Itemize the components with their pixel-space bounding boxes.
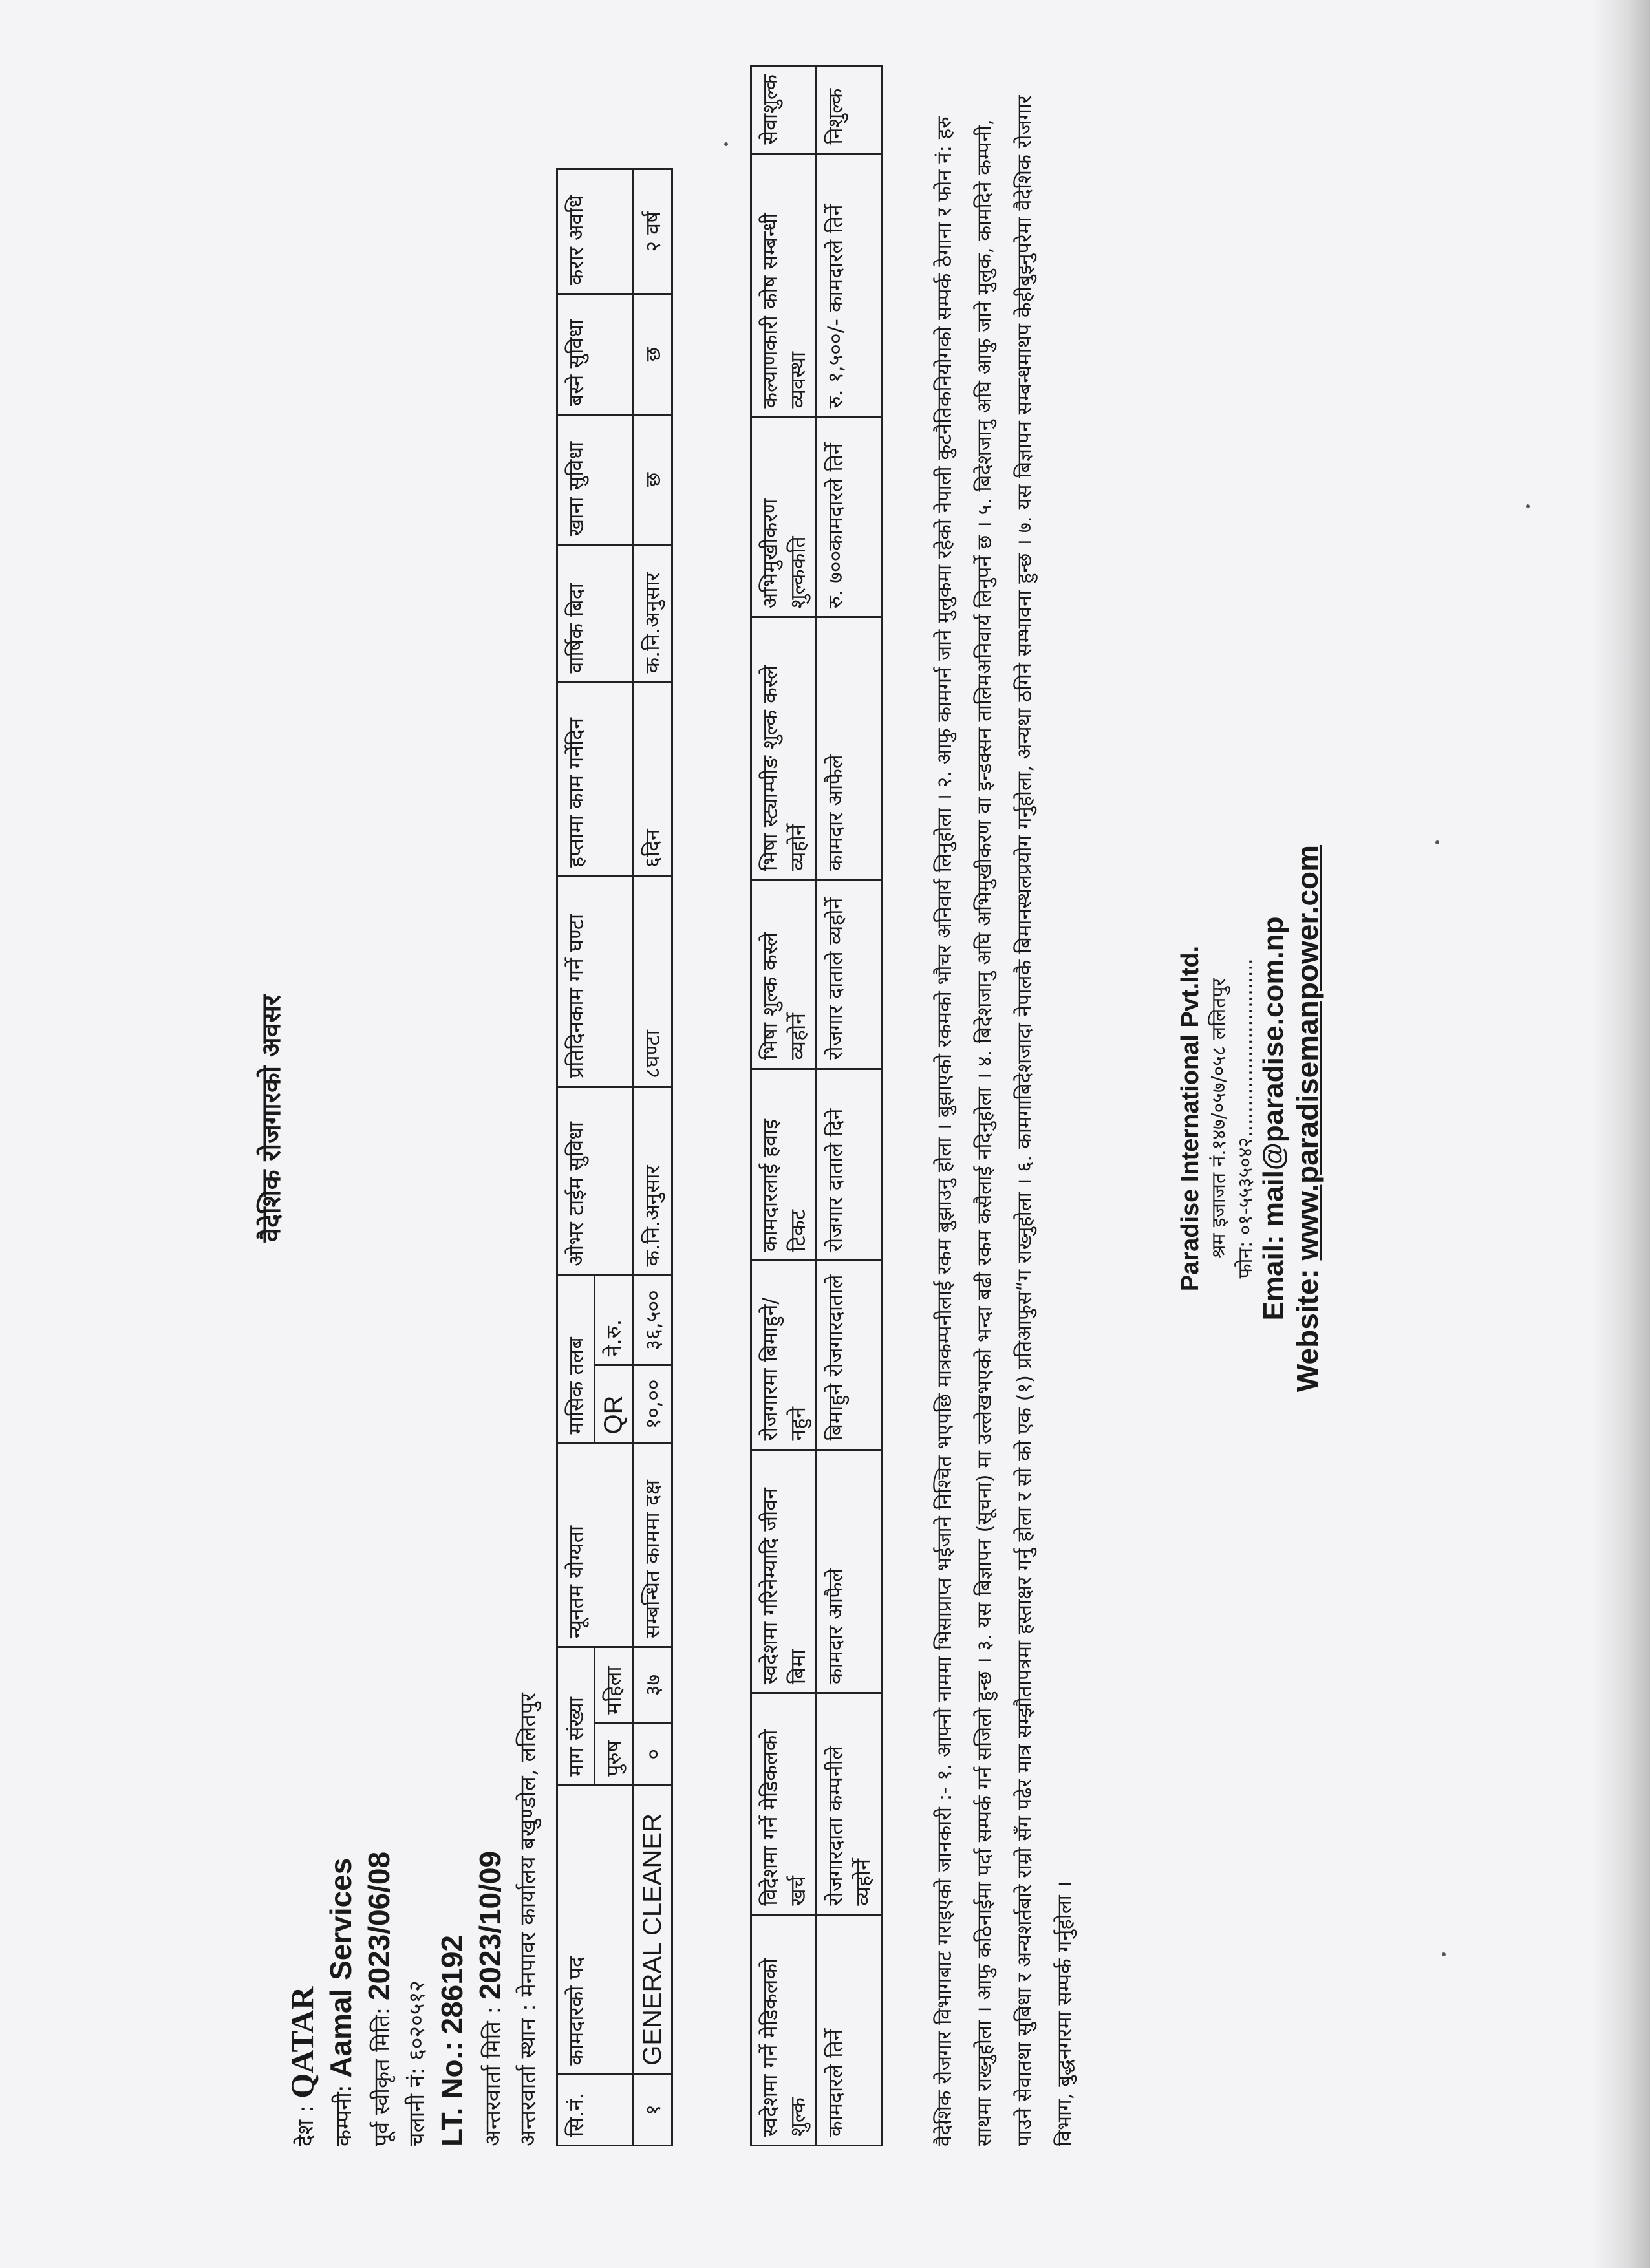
scan-shadow <box>1592 0 1650 2268</box>
cell-leave: क.नि.अनुसार <box>634 545 672 682</box>
header-sn: सि.नं. <box>557 2074 634 2145</box>
scan-speck <box>1435 840 1439 844</box>
dispatch-number: चलानी नं: ६०२०५१२ <box>404 1980 430 2146</box>
cost-header: भिषा शुल्क कस्ले व्यहोर्ने <box>751 880 817 1069</box>
scan-speck <box>1526 504 1530 508</box>
cost-value: रोजगारदाता कम्पनीले व्यहोर्ने <box>817 1693 882 1914</box>
interview-date: 2023/10/09 <box>473 1850 507 2000</box>
table-header-row <box>557 169 595 2146</box>
lt-label: LT. No.: <box>435 2041 469 2146</box>
header-qualification: न्यूनतम योग्यता <box>557 1443 634 1647</box>
cost-header: कामदारलाई हवाइ टिकट <box>751 1069 817 1261</box>
header-demand: माग संख्या <box>557 1647 595 1786</box>
cell-male: ० <box>634 1723 672 1785</box>
cell-post: GENERAL CLEANER <box>634 1785 672 2074</box>
header-female: महिला <box>595 1647 634 1724</box>
cost-value: कामदार आफैले <box>817 1450 882 1693</box>
cost-header: रोजगारमा बिमाहुने/नहुने <box>751 1261 817 1450</box>
approval-label: पूर्व स्वीकृत मिति: <box>369 2007 395 2146</box>
job-table <box>556 168 673 2146</box>
country-value: QATAR <box>284 1986 320 2099</box>
government-notice: वैदेशिक रोजगार विभागबाट गराइएको जानकारी :- १. आफ्नो नाममा भिसाप्राप्त भईजाने निश्चित भएपछि मात्रकम्पनीलाई रकम बुझाउनु होला । बुझाएको रकमको भौचर अनिवार्य लिनुहोला । २. आफु कामगर्न जाने मुलुकमा रहेको नेपाली कुटनैतिकनियोगको सम्पर्क ठेगाना र फोन नं: हरु साथमा राख्नुहोला । आफु कठिनाईमा पर्दा सम्पर्क गर्न सजिलो हुन्छ । ३. यस बिज्ञापन (सूचना) मा उल्लेखभएको भन्दा बढी रकम कसैलाई नदिनुहोला । ४. बिदेशजानु अघि अभिमुखीकरण वा इन्डक्सन तालिमअनिवार्य लिनुपर्ने छ । ५. बिदेशजानु अघि आफु जाने मुलुक, कामदिने कम्पनी, पाउने सेवातथा सुबिधा र अन्यशर्तबारे राम्रो सँग पढेर मात्र सम्झौतापत्रमा हस्ताक्षर गर्नु होला र सो को एक (१) प्रतिआफुस“ग राख्नुहोला । ६. कामगाबिदेशजादा नेपालकै बिमानस्थलप्रयोग गर्नुहोला, अन्यथा ठगिने सम्भावना हुन्छ । ७. यस बिज्ञापन सम्बन्धमाथप केहीबुझ्नुपरेमा वैदेशिक रोजगार विभाग, बुद्धनगरमा सम्पर्क गर्नुहोला । <box>933 95 1077 2146</box>
interview-place: अन्तरवार्ता स्थान : मेनपावर कार्यालय बखुण्डोल, ललितपुर <box>515 1693 541 2146</box>
cost-value: रु. ७००कामदारले तिर्ने <box>817 417 882 617</box>
website-link[interactable]: www.paradisemanpower.com <box>1291 844 1324 1261</box>
job-meta <box>284 1693 546 2146</box>
agency-email[interactable]: Email: mail@paradise.com.np <box>1258 916 1289 1321</box>
cell-overtime: क.नि.अनुसार <box>634 1087 672 1275</box>
interview-date-label: अन्तरवार्ता मिति : <box>480 2006 506 2146</box>
cost-header: भिषा स्ट्याम्पीङ शुल्क कस्ले व्यहोर्ने <box>751 617 817 880</box>
cost-header: विदेशमा गर्ने मेडिकलको खर्च <box>751 1693 817 1914</box>
cell-qr: १०,०० <box>634 1365 672 1443</box>
agency-phone: फोन: ०१-५५३५०४२............................. <box>1234 958 1257 1279</box>
cell-qualification: सम्बन्धित काममा दक्ष <box>634 1443 672 1647</box>
cost-value: रोजगार दाताले दिने <box>817 1069 882 1261</box>
cell-npr: ३६,५०० <box>634 1275 672 1365</box>
lt-number: 286192 <box>435 1935 469 2035</box>
cell-sn: १ <box>634 2074 672 2145</box>
cost-value: रोजगार दाताले व्यहोर्ने <box>817 880 882 1069</box>
cell-accommodation: छ <box>634 294 672 415</box>
cell-female: ३७ <box>634 1647 672 1724</box>
cost-value: कामदार आफैले <box>817 617 882 880</box>
cell-contract: २ वर्ष <box>634 169 672 294</box>
country-label: देश : <box>293 2105 319 2146</box>
website-label: Website: <box>1291 1260 1324 1393</box>
header-days: हप्तामा काम गर्नेदिन <box>557 682 634 876</box>
table-row <box>817 66 882 2146</box>
cost-value: बिमाहुने रोजगारदाताले <box>817 1261 882 1450</box>
agency-website[interactable] <box>1290 65 1325 2172</box>
cost-value: कामदारले तिर्ने <box>817 1914 882 2145</box>
cost-header: सेवाशुल्क <box>751 66 817 154</box>
header-qr: QR <box>595 1365 634 1443</box>
header-leave: वार्षिक बिदा <box>557 545 634 682</box>
header-post: कामदारको पद <box>557 1785 634 2074</box>
agency-block <box>1177 65 1325 2172</box>
approval-date: 2023/06/08 <box>362 1851 396 2001</box>
page-title: वैदेशिक रोजगारको अवसर <box>257 994 286 1243</box>
header-contract: करार अवधि <box>557 169 634 294</box>
table-row <box>634 169 672 2146</box>
cost-table <box>750 65 883 2146</box>
cost-value: रु. १,५००/- कामदारले तिर्ने <box>817 153 882 417</box>
cell-food: छ <box>634 414 672 544</box>
header-npr: ने.रु. <box>595 1275 634 1365</box>
header-salary: मासिक तलब <box>557 1275 595 1443</box>
rotated-document <box>194 65 1358 2172</box>
agency-license: श्रम इजाजत नं.१४७/०५७/०५८ ललितपुर <box>1208 978 1230 1259</box>
header-overtime: ओभर टाईम सुविधा <box>557 1087 634 1275</box>
agency-name: Paradise International Pvt.ltd. <box>1177 945 1204 1292</box>
cost-header: स्वदेशमा गरिनेम्यादि जीवन बिमा <box>751 1450 817 1693</box>
cell-days: ६दिन <box>634 682 672 876</box>
cost-value: निशुल्क <box>817 66 882 154</box>
cost-header: स्वदेशमा गर्ने मेडिकलको शुल्क <box>751 1914 817 2145</box>
header-accommodation: बस्ने सुविधा <box>557 294 634 415</box>
header-food: खाना सुविधा <box>557 414 634 544</box>
table-row <box>751 66 817 2146</box>
header-hours: प्रतिदिनकाम गर्ने घण्टा <box>557 876 634 1087</box>
header-male: पुरुष <box>595 1723 634 1785</box>
cost-header: अभिमुखीकरण शुल्ककति <box>751 417 817 617</box>
company-label: कम्पनी: <box>331 2084 357 2146</box>
company-value: Aamal Services <box>324 1857 358 2078</box>
scan-speck <box>1442 1952 1446 1956</box>
cell-hours: ८घण्टा <box>634 876 672 1087</box>
cost-header: कल्याणकारी कोष सम्बन्धी व्यवस्था <box>751 153 817 417</box>
